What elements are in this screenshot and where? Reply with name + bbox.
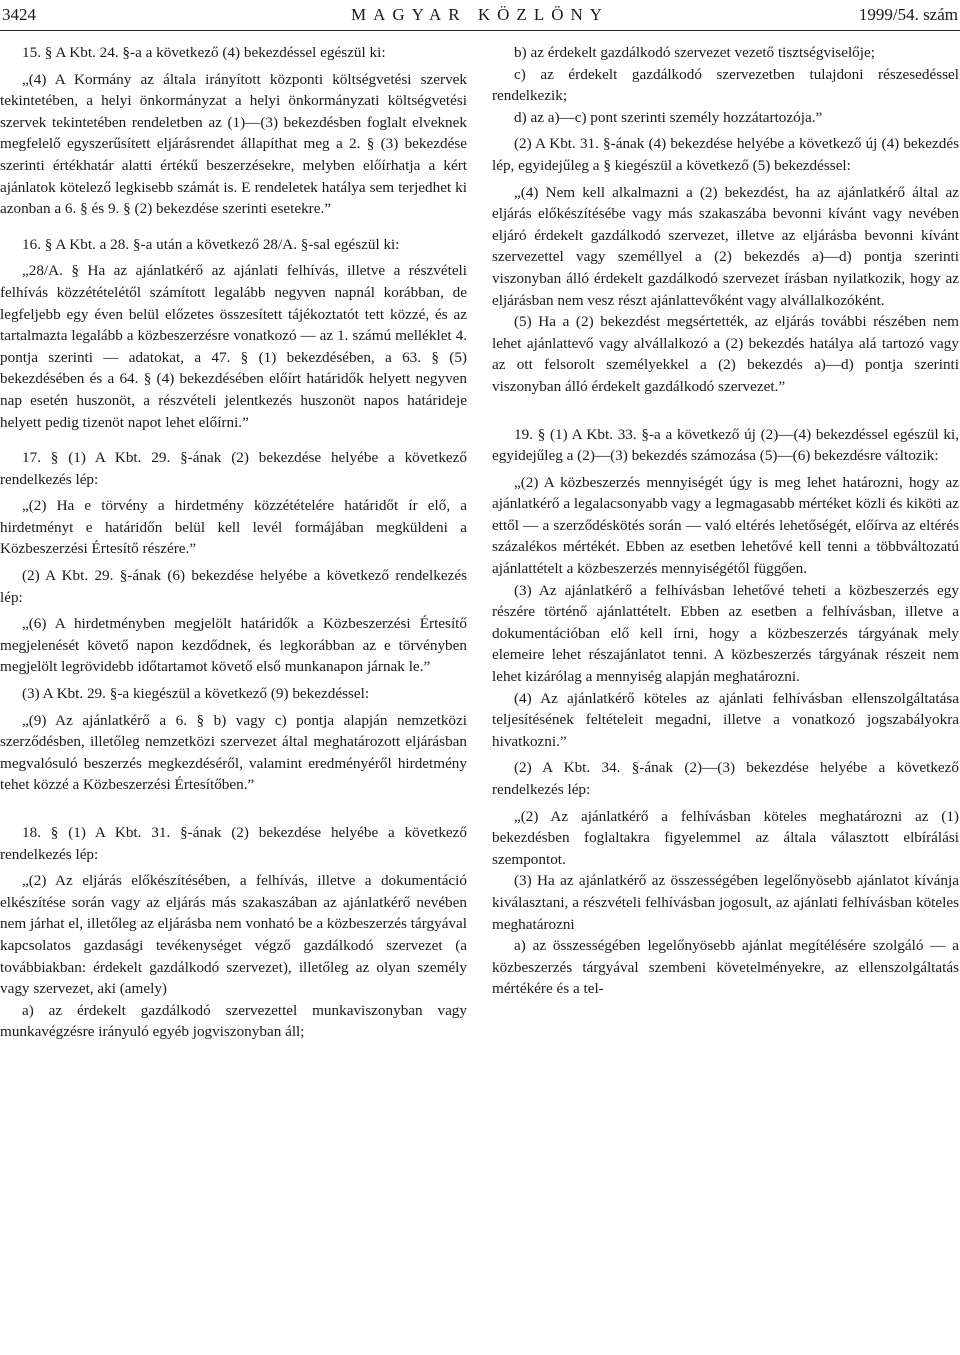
running-header [0,4,960,28]
section-19-quote-1: „(2) A közbeszerzés mennyiségét úgy is meg lehet határozni, hogy az ajánlatkérő a legalacsonyabb vagy a legmagasabb mértéket közli és kiköti az ettől — a szerződéskötés során — való eltérés lehetőségét, előírva az eltérés százalékos mértékét. Ebben az esetben lehetővé kell tenni a többváltozatú ajánlattételt a közbeszerzés mennyiségétől függően. [492,473,959,578]
section-16-text: „28/A. § Ha az ajánlatkérő az ajánlati felhívás, illetve a részvételi felhívás közzétételétől számított legalább negyven napnál korábban, de legfeljebb egy éven belül előzetes összesített tájékoztatót tett közzé, és az tartalmazta legalább a közbeszerzésre vonatkozó — az 1. számú melléklet 4. pontja szerinti — adatokat, a 47. § (1) bekezdésében, a 63. § (5) bekezdésében és a 64. § (4) bekezdésében előírt határidők helyett negyven nap esetén huszonöt, a részvételi jelentkezés huszonöt napos határideje helyett pedig tizenöt napot lehet előírni.” [0,262,467,431]
section-18-point-a: a) az érdekelt gazdálkodó szervezettel munkaviszonyban vagy munkavégzésre irányuló egyéb jogviszonyban áll; [0,1001,467,1041]
section-19-para-2: (2) A Kbt. 34. §-ának (2)—(3) bekezdése helyébe a következő rendelkezés lép: [492,759,959,798]
section-18-quote-2: „(4) Nem kell alkalmazni a (2) bekezdést, ha az ajánlatkérő által az eljárás előkészítésébe vagy más szakaszába bevonni kívánt vagy nevében eljáró érdekelt gazdálkodó szervezet, illetve az eljárásba bevonni kívánt szervezettel vagy személlyel a (2) bekezdés a)—d) pontja szerinti viszonyban álló érdekelt gazdálkodó szervezet írásban nyilatkozik, hogy az eljárásban nem vesz részt ajánlattevőként vagy alvállalkozóként. [492,183,959,309]
section-18-heading: 18. § (1) A Kbt. 31. §-ának (2) bekezdése helyébe a következő rendelkezés lép: [0,824,467,863]
section-17-quote-1: „(2) Ha e törvény a hirdetmény közzétételére határidőt ír elő, a hirdetményt e határidőn belül kell levél formájában megküldeni a Közbeszerzési Értesítő részére.” [0,497,467,558]
section-18-point-c: c) az érdekelt gazdálkodó szervezetben tulajdoni részesedéssel rendelkezik; [492,65,959,105]
section-19-quote-4: „(2) Az ajánlatkérő a felhívásban köteles meghatározni az (1) bekezdésben foglaltakra figyelemmel az általa választott elbírálási szempontot. [492,807,959,868]
section-17-quote-3: „(9) Az ajánlatkérő a 6. § b) vagy c) pontja alapján nemzetközi szerződésben, illetőleg nemzetközi szervezet által meghatározott eljárásban megvalósuló beszerzés megkezdéséről, valamint eredményéről hirdetmény tehet közzé a Közbeszerzési Értesítőben.” [0,711,467,794]
page-number: 3424 [2,5,36,24]
section-17-para-3: (3) A Kbt. 29. §-a kiegészül a következő (9) bekezdéssel: [22,685,370,703]
issue-number: 1999/54. szám [858,5,958,24]
section-16-heading: 16. § A Kbt. a 28. §-a után a következő 28/A. §-sal egészül ki: [22,235,400,253]
section-15-text: „(4) A Kormány az általa irányított központi költségvetési szervek tekintetében, a helyi önkormányzat a helyi önkormányzati költségvetési szervek tekintetében rendeletben az (1)—(3) bekezdésben foglalt elveknek megfelelő egyszerűsített eljárásrendet állapíthat meg a 2. § (3) bekezdése szerinti értékhatár alatti értékű beszerzésekre, melyben előírhatja a kért ajánlatok kötelező legkisebb számát is. E rendeletek hatálya sem terjedhet ki azonban a 6. § és 9. § (2) bekezdése szerinti esetekre.” [0,70,467,218]
section-18-quote-2b: (5) Ha a (2) bekezdést megsértették, az eljárás további részében nem lehet ajánlattevő vagy alvállalkozó a (2) bekezdés hatálya alá tartozó vagy az ott felsorolt személyekkel a (2) bekezdés a)—d) pontja szerinti viszonyban álló érdekelt gazdálkodó szervezet.” [492,313,959,395]
section-17-para-2: (2) A Kbt. 29. §-ának (6) bekezdése helyébe a következő rendelkezés lép: [0,567,467,606]
right-column [492,42,959,1000]
section-19-quote-3: (4) Az ajánlatkérő köteles az ajánlati felhívásban ellenszolgáltatása teljesítésének feltételeit megadni, illetve a vonatkozó jogszabályokra hivatkozni.” [492,689,959,750]
section-17-quote-2: „(6) A hirdetményben megjelölt határidők a Közbeszerzési Értesítő megjelenését követő napon kezdődnek, és legkorábban az e törvényben megjelölt legrövidebb időtartamot követő első munkanapon járnak le.” [0,615,467,676]
publication-title: MAGYAR KÖZLÖNY [350,5,610,24]
header-rule [0,30,960,31]
left-column [0,42,467,1043]
section-18-quote: „(2) Az eljárás előkészítésében, a felhívás, illetve a dokumentáció elkészítése során vagy az eljárás más szakaszában az ajánlatkérő nevében nem járhat el, illetőleg az eljárásba nem vonható be a közbeszerzés tárgyával kapcsolatos gazdasági tevékenységet végző gazdálkodó szervezet (a továbbiakban: érdekelt gazdálkodó szervezet), illetőleg az olyan személy vagy szervezet, aki (amely) [0,872,467,998]
section-18-point-b: b) az érdekelt gazdálkodó szervezet vezető tisztségviselője; [514,44,875,61]
section-19-quote-5: (3) Ha az ajánlatkérő az összességében legelőnyösebb ajánlatot kívánja kiválasztani, a részvételi felhívásban jogosult, az ajánlati felhívásban köteles meghatározni [492,872,959,933]
section-19-quote-2: (3) Az ajánlatkérő a felhívásban lehetővé teheti a közbeszerzés egy részére történő ajánlattételt. Ebben az esetben a felhívásban, illetve a dokumentációban elő kell írni, hogy a közbeszerzés tárgyának mely elemeire lehet részajánlatot tenni. A közbeszerzés tárgyának részeit nem lehet kizárólag a mennyiség alapján meghatározni. [492,581,959,686]
section-18-point-d: d) az a)—c) pont szerinti személy hozzátartozója.” [514,108,823,126]
section-19-heading: 19. § (1) A Kbt. 33. §-a a következő új (2)—(4) bekezdéssel egészül ki, egyidejűleg a (2)—(3) bekezdés számozása (5)—(6) bekezdésre változik: [492,425,959,465]
section-17-heading: 17. § (1) A Kbt. 29. §-ának (2) bekezdése helyébe a következő rendelkezés lép: [0,449,467,488]
section-18-para-2: (2) A Kbt. 31. §-ának (4) bekezdése helyébe a következő új (4) bekezdés lép, egyidejűleg a § kiegészül a következő (5) bekezdéssel: [492,135,959,174]
section-19-point-a: a) az összességében legelőnyösebb ajánlat megítélésére szolgáló — a közbeszerzés tárgyával szembeni követelményekre, az ellenszolgáltatás mértékére és a tel- [492,937,959,998]
section-15-heading: 15. § A Kbt. 24. §-a a következő (4) bekezdéssel egészül ki: [22,44,386,61]
